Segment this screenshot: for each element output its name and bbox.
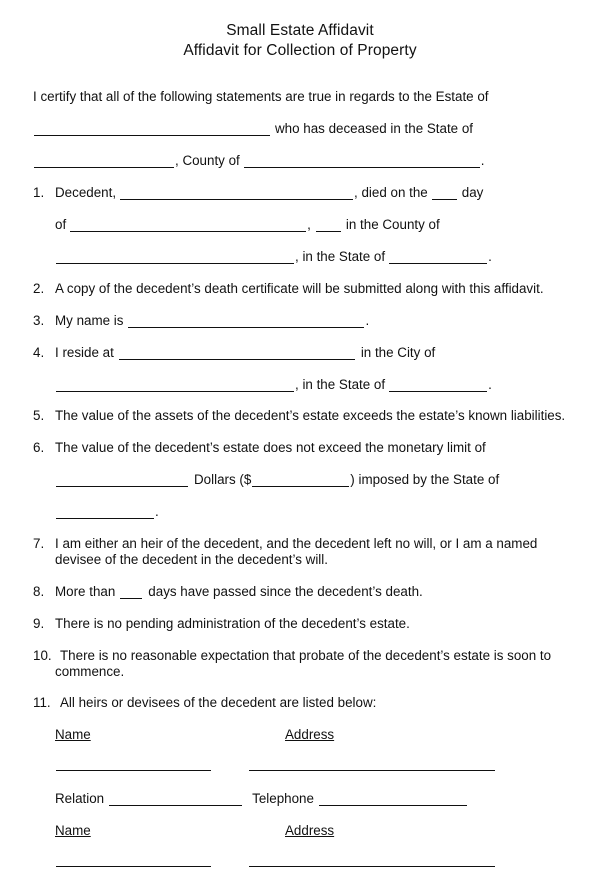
estate-of-name-field[interactable] (34, 124, 270, 136)
heir-1-address-label: Address (285, 727, 335, 742)
imposing-state-field[interactable] (56, 507, 154, 519)
heir-2-name-label: Name (55, 823, 91, 838)
item-1-line-3: , in the State of . (55, 249, 492, 264)
decedent-name-field[interactable] (120, 188, 353, 200)
item-11: 11. All heirs or devisees of the decedent are listed below: (33, 695, 377, 710)
heir-2-name-row (55, 855, 212, 867)
affiant-name-field[interactable] (128, 316, 364, 328)
item-10-text: There is no reasonable expectation that probate of the decedent’s estate is soon to commence. (55, 648, 552, 679)
heir-2-address-row (248, 855, 496, 867)
item-4-line-2: , in the State of . (55, 377, 492, 392)
item-1-line-2: of , in the County of (55, 217, 440, 232)
intro-estate-line: who has deceased in the State of (33, 121, 473, 136)
heir-1-name-row (55, 759, 212, 771)
days-passed-field[interactable] (120, 587, 142, 599)
item-4-line-1: 4. I reside at in the City of (33, 345, 436, 360)
item-7-text: I am either an heir of the decedent, and the decedent left no will, or I am a named devisee of the decedent in the decedent’s will. (55, 536, 538, 567)
item-6-line-2: Dollars ($ ) imposed by the State of (55, 472, 499, 487)
document-title: Small Estate Affidavit (226, 22, 374, 39)
item-2: 2. A copy of the decedent’s death certificate will be submitted along with this affidavit. (33, 281, 544, 296)
deceased-county-field[interactable] (244, 156, 480, 168)
item-6-line-3: . (55, 504, 159, 519)
heir-1-name-label: Name (55, 727, 91, 742)
heir-1-telephone-field[interactable] (319, 794, 467, 806)
heir-2-address-label: Address (285, 823, 335, 838)
heir-2-address-field[interactable] (249, 855, 495, 867)
item-1-line-1: 1. Decedent, , died on the day (33, 185, 484, 200)
heir-1-relation-field[interactable] (109, 794, 242, 806)
death-month-year-field[interactable] (70, 220, 306, 232)
intro-certify: I certify that all of the following statements are true in regards to the Estate of (33, 89, 489, 104)
item-7: 7. (33, 536, 45, 551)
deceased-state-field[interactable] (34, 156, 174, 168)
residence-address-field[interactable] (119, 348, 355, 360)
intro-state-county-line: , County of . (33, 153, 485, 168)
residence-city-field[interactable] (56, 380, 294, 392)
heir-1-address-row (248, 759, 496, 771)
item-10: 10. (33, 648, 52, 663)
death-day-field[interactable] (432, 188, 457, 200)
monetary-limit-words-field[interactable] (56, 475, 188, 487)
death-county-field[interactable] (56, 252, 294, 264)
document-subtitle: Affidavit for Collection of Property (183, 42, 417, 59)
residence-state-field[interactable] (389, 380, 487, 392)
item-8: 8. More than days have passed since the decedent’s death. (33, 584, 423, 599)
monetary-limit-amount-field[interactable] (252, 475, 349, 487)
item-6-line-1: 6. The value of the decedent’s estate does not exceed the monetary limit of (33, 440, 486, 455)
heir-1-address-field[interactable] (249, 759, 495, 771)
death-year-field[interactable] (316, 220, 341, 232)
heir-1-relation-row: Relation Telephone (55, 791, 468, 806)
item-5: 5. The value of the assets of the decedent’s estate exceeds the estate’s known liabilities. (33, 408, 566, 423)
death-state-field[interactable] (389, 252, 487, 264)
heir-2-name-field[interactable] (56, 855, 211, 867)
item-3: 3. My name is . (33, 313, 370, 328)
item-9: 9. There is no pending administration of the decedent’s estate. (33, 616, 410, 631)
heir-1-name-field[interactable] (56, 759, 211, 771)
